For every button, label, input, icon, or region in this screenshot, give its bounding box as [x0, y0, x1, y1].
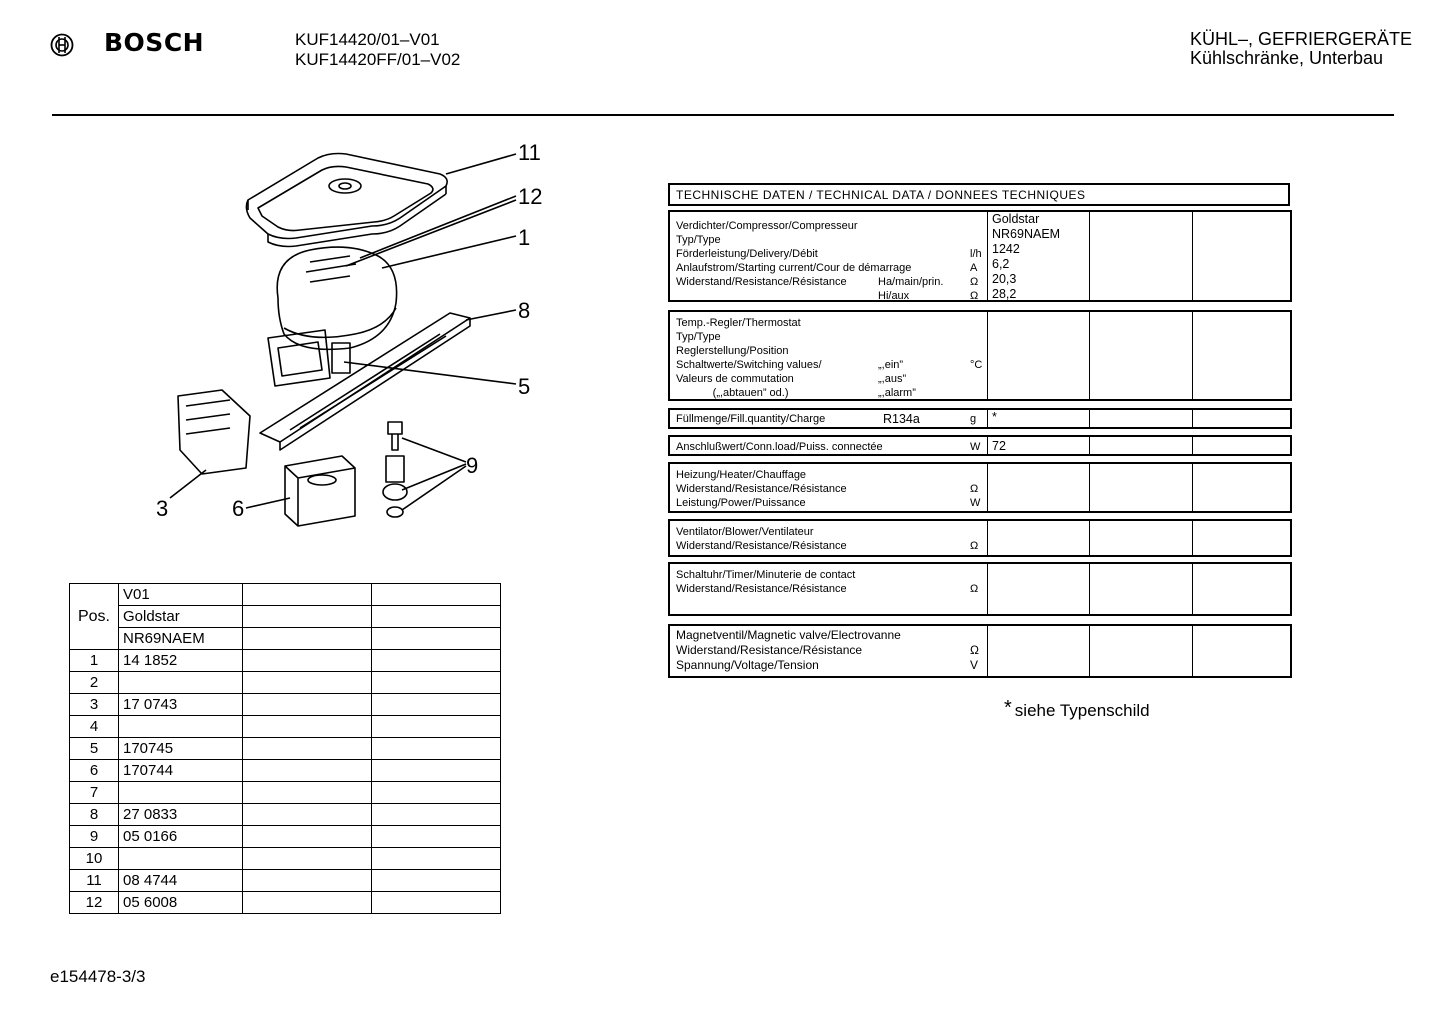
footnote-star: * [1004, 697, 1012, 719]
spec-label: Füllmenge/Fill.quantity/Charge [676, 413, 826, 425]
spec-row [676, 358, 987, 372]
spec-value: 20,3 [992, 272, 1017, 286]
model-number: KUF14420FF/01–V02 [295, 50, 461, 69]
spec-value: 6,2 [992, 257, 1010, 271]
value-column [1090, 312, 1193, 399]
spec-unit: W [970, 441, 981, 453]
value-column [1193, 464, 1290, 511]
spec-unit: g [970, 413, 977, 425]
spec-value: 1242 [992, 242, 1020, 256]
pos-cell: 4 [70, 716, 119, 738]
magnetic-valve-block [668, 624, 1292, 678]
spec-row [676, 525, 987, 539]
part-number-cell: 05 0166 [119, 826, 243, 848]
exploded-parts-diagram [150, 138, 550, 528]
connected-load-block [668, 435, 1292, 456]
category-line: KÜHL–, GEFRIERGERÄTE [1189, 29, 1412, 49]
spec-unit: l/h [970, 248, 982, 260]
footnote [1004, 697, 1150, 724]
table-cell [372, 738, 501, 760]
callout-12: 12 [518, 184, 543, 209]
spec-unit: °C [970, 359, 983, 371]
table-row [70, 892, 501, 914]
connected-load-labels [670, 437, 988, 454]
pos-cell: 10 [70, 848, 119, 870]
compressor-labels [670, 212, 988, 300]
callout-11: 11 [518, 140, 541, 165]
pos-header: Pos. [70, 584, 119, 650]
category-line: Kühlschränke, Unterbau [1189, 48, 1384, 68]
value-column [988, 626, 1090, 676]
spec-label: Ventilator/Blower/Ventilateur [676, 526, 814, 538]
value-column [1090, 437, 1193, 454]
table-cell [243, 628, 372, 650]
part-number-cell [119, 848, 243, 870]
pos-cell: 1 [70, 650, 119, 672]
table-cell [243, 782, 372, 804]
blower-labels [670, 521, 988, 555]
spec-row [676, 233, 987, 247]
header-divider [52, 114, 1394, 116]
spec-row [676, 344, 987, 358]
spec-row [676, 219, 987, 233]
table-cell [243, 650, 372, 672]
value-column [1193, 410, 1290, 427]
spec-label: Widerstand/Resistance/Résistance [676, 483, 847, 495]
spec-label: Valeurs de commutation [676, 373, 794, 385]
table-row [70, 606, 501, 628]
value-column [1090, 521, 1193, 555]
parts-list-table [69, 583, 501, 914]
value-column [988, 464, 1090, 511]
timer-labels [670, 564, 988, 614]
table-cell [243, 760, 372, 782]
table-cell [243, 738, 372, 760]
table-cell [372, 672, 501, 694]
table-cell [243, 870, 372, 892]
table-row [70, 782, 501, 804]
table-row [70, 848, 501, 870]
table-cell [372, 760, 501, 782]
spec-value: 72 [992, 439, 1006, 453]
manufacturer-header: Goldstar [119, 606, 243, 628]
value-column [1193, 437, 1290, 454]
spec-row [676, 628, 987, 643]
table-cell [243, 694, 372, 716]
spec-row [676, 440, 987, 454]
bosch-armature-logo-icon [50, 33, 74, 57]
spec-mode: „,aus” [878, 373, 907, 385]
spec-label: Spannung/Voltage/Tension [676, 658, 819, 672]
callout-3: 3 [156, 496, 169, 521]
spec-unit: Ω [970, 276, 979, 288]
pos-cell: 3 [70, 694, 119, 716]
part-number-cell [119, 782, 243, 804]
spec-row [676, 468, 987, 482]
heater-block [668, 462, 1292, 513]
callout-1: 1 [518, 225, 531, 250]
callout-6: 6 [232, 496, 245, 521]
spec-mode: „,ein” [878, 359, 904, 371]
spec-row [676, 496, 987, 510]
part-number-cell: 05 6008 [119, 892, 243, 914]
relay-cover-part [285, 456, 355, 526]
spec-label: Leistung/Power/Puissance [676, 497, 806, 509]
table-cell [372, 804, 501, 826]
table-cell [372, 606, 501, 628]
spec-row [676, 261, 987, 275]
table-cell [243, 716, 372, 738]
spec-label: Widerstand/Resistance/Résistance [676, 540, 847, 552]
part-number-cell: 14 1852 [119, 650, 243, 672]
value-column [1090, 212, 1193, 300]
spec-label: Typ/Type [676, 331, 721, 343]
type-header: NR69NAEM [119, 628, 243, 650]
spec-label: Schaltuhr/Timer/Minuterie de contact [676, 569, 856, 581]
spec-label: Temp.-Regler/Thermostat [676, 317, 801, 329]
blower-block [668, 519, 1292, 557]
heater-labels [670, 464, 988, 511]
table-cell [372, 826, 501, 848]
spec-unit: A [970, 262, 978, 274]
starter-relay-part [268, 330, 350, 386]
spec-row [676, 316, 987, 330]
table-cell [372, 716, 501, 738]
spec-label: Förderleistung/Delivery/Débit [676, 248, 818, 260]
spec-mode: „,alarm” [878, 387, 916, 399]
value-column [1193, 212, 1290, 300]
table-row [70, 870, 501, 892]
value-column [988, 564, 1090, 614]
part-number-cell [119, 716, 243, 738]
spec-label: Widerstand/Resistance/Résistance [676, 643, 863, 657]
spec-row [676, 372, 987, 386]
starter-device-part [178, 390, 250, 474]
part-number-cell: 27 0833 [119, 804, 243, 826]
table-cell [372, 650, 501, 672]
part-number-cell: 170744 [119, 760, 243, 782]
spec-unit: Ω [970, 483, 979, 495]
spec-label: Verdichter/Compressor/Compresseur [676, 220, 858, 232]
spec-row [676, 568, 987, 582]
table-cell [372, 694, 501, 716]
spec-unit: Ω [970, 643, 979, 657]
table-cell [243, 826, 372, 848]
model-numbers [295, 30, 460, 70]
pos-cell: 11 [70, 870, 119, 892]
spec-row [676, 643, 987, 658]
drip-tray-part [246, 154, 447, 247]
value-column [1193, 564, 1290, 614]
spec-row [676, 658, 987, 673]
spec-unit: W [970, 497, 981, 509]
pos-cell: 2 [70, 672, 119, 694]
table-cell [372, 628, 501, 650]
document-code: e154478-3/3 [50, 967, 146, 986]
spec-label: Typ/Type [676, 234, 721, 246]
table-row [70, 738, 501, 760]
value-column [1090, 464, 1193, 511]
table-row [70, 628, 501, 650]
spec-row [676, 289, 987, 303]
table-cell [243, 848, 372, 870]
compressor-block [668, 210, 1292, 302]
callout-5: 5 [518, 374, 531, 399]
thermostat-block [668, 310, 1292, 401]
table-cell [243, 892, 372, 914]
refrigerant-type: R134a [883, 412, 920, 426]
spec-label: Heizung/Heater/Chauffage [676, 469, 807, 481]
table-cell [372, 848, 501, 870]
spec-row [676, 582, 987, 596]
spec-row [676, 275, 987, 289]
table-cell [243, 606, 372, 628]
value-column [1090, 626, 1193, 676]
pos-cell: 7 [70, 782, 119, 804]
spec-label: Widerstand/Resistance/Résistance [676, 276, 847, 288]
spec-value: NR69NAEM [992, 227, 1061, 241]
spec-label: Schaltwerte/Switching values/ [676, 359, 822, 371]
spec-mode: Ha/main/prin. [878, 276, 944, 288]
spec-unit: Ω [970, 290, 979, 302]
spec-row [676, 482, 987, 496]
spec-row [676, 386, 987, 400]
pos-cell: 5 [70, 738, 119, 760]
model-number: KUF14420/01–V01 [295, 30, 440, 49]
part-number-cell: 170745 [119, 738, 243, 760]
valve-labels [670, 626, 988, 676]
value-column [1193, 626, 1290, 676]
footnote-text: siehe Typenschild [1014, 701, 1150, 720]
value-column [1090, 410, 1193, 427]
table-row [70, 716, 501, 738]
spec-unit: V [970, 658, 979, 672]
version-header: V01 [119, 584, 243, 606]
value-column [988, 410, 1090, 427]
pos-cell: 8 [70, 804, 119, 826]
table-row [70, 826, 501, 848]
table-row [70, 650, 501, 672]
table-cell [243, 584, 372, 606]
part-number-cell: 17 0743 [119, 694, 243, 716]
part-number-cell [119, 672, 243, 694]
table-cell [243, 804, 372, 826]
spec-unit: Ω [970, 540, 979, 552]
bolt-set-part [383, 422, 407, 517]
value-column [988, 212, 1090, 300]
mounting-rail-part [260, 313, 470, 450]
table-cell [243, 672, 372, 694]
spec-label: Reglerstellung/Position [676, 345, 789, 357]
table-cell [372, 892, 501, 914]
spec-row [676, 539, 987, 553]
product-category [1190, 30, 1412, 68]
spec-row [676, 247, 987, 261]
timer-block [668, 562, 1292, 616]
fill-quantity-labels [670, 410, 988, 427]
spec-label: („,abtauen” od.) [676, 387, 789, 399]
spec-label: Magnetventil/Magnetic valve/Electrovanne [676, 628, 901, 642]
part-number-cell: 08 4744 [119, 870, 243, 892]
fill-quantity-block [668, 408, 1292, 429]
table-row [70, 760, 501, 782]
tech-data-title: TECHNISCHE DATEN / TECHNICAL DATA / DONNEES TECHNIQUES [668, 183, 1290, 206]
table-cell [372, 782, 501, 804]
table-row [70, 584, 501, 606]
value-column [988, 312, 1090, 399]
spec-row [676, 412, 987, 426]
table-cell [372, 584, 501, 606]
spec-row [676, 330, 987, 344]
value-column [1193, 521, 1290, 555]
pos-cell: 12 [70, 892, 119, 914]
spec-unit: Ω [970, 583, 979, 595]
pos-cell: 9 [70, 826, 119, 848]
spec-label: Anschlußwert/Conn.load/Puiss. connectée [676, 441, 883, 453]
value-column [1193, 312, 1290, 399]
spec-mode: Hi/aux [878, 290, 910, 302]
brand-name: BOSCH [104, 28, 205, 57]
spec-value: * [992, 410, 997, 424]
spec-label: Widerstand/Resistance/Résistance [676, 583, 847, 595]
callout-8: 8 [518, 298, 531, 323]
pos-cell: 6 [70, 760, 119, 782]
spec-label: Anlaufstrom/Starting current/Cour de démarrage [676, 262, 912, 274]
table-row [70, 672, 501, 694]
table-cell [372, 870, 501, 892]
callout-9: 9 [466, 453, 479, 478]
spec-value: 28,2 [992, 287, 1017, 301]
value-column [988, 437, 1090, 454]
value-column [1090, 564, 1193, 614]
spec-value: Goldstar [992, 212, 1040, 226]
table-row [70, 694, 501, 716]
value-column [988, 521, 1090, 555]
table-row [70, 804, 501, 826]
thermostat-labels [670, 312, 988, 399]
